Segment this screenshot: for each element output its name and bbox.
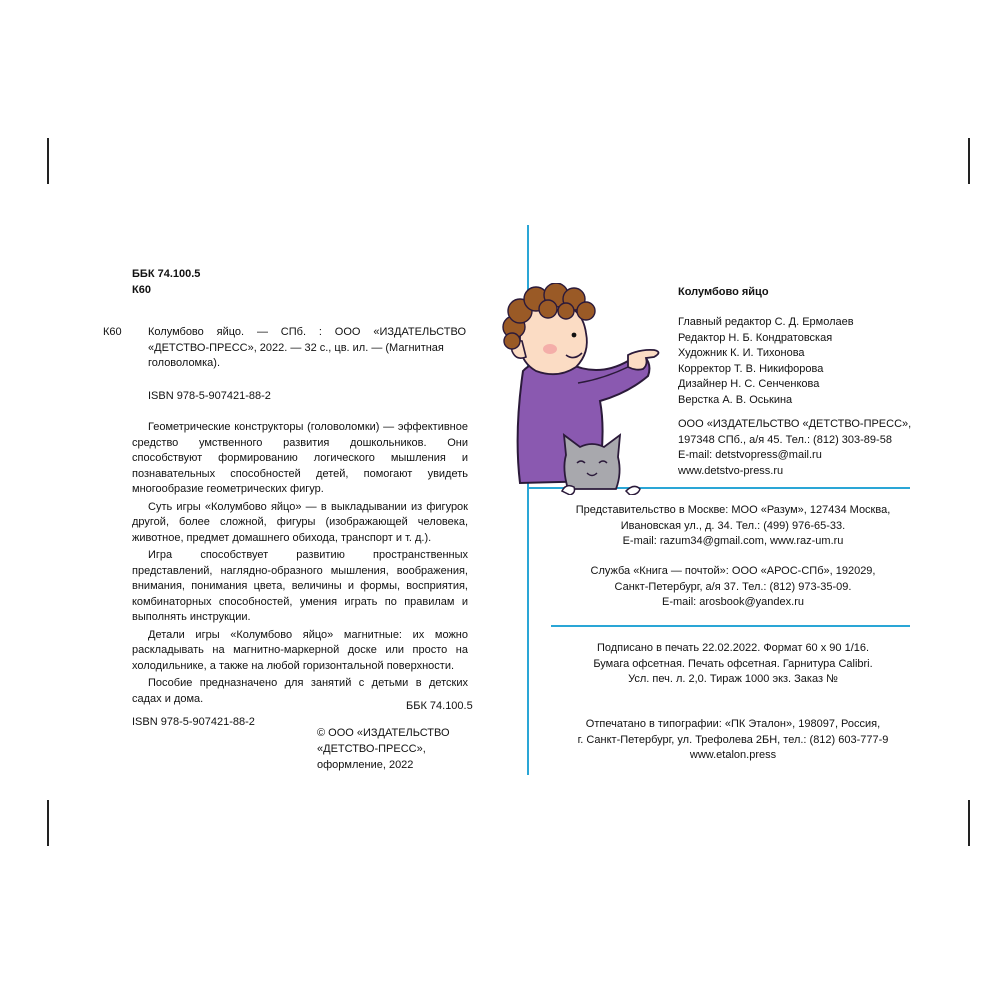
publisher-line: E-mail: detstvopress@mail.ru — [678, 449, 822, 461]
bibliographic-record — [148, 325, 466, 372]
staff-list — [678, 315, 854, 408]
copyright-line: «ДЕТСТВО-ПРЕСС», — [317, 743, 426, 755]
publisher-block — [678, 417, 911, 479]
biblio-line-2: «ДЕТСТВО-ПРЕСС», 2022. — 32 с., цв. ил. — (Магнитная головоломка). — [148, 341, 444, 369]
printing-house-block — [556, 717, 910, 764]
annotation-paragraph: Игра способствует развитию пространственных представлений, наглядно-образного мышления, воображения, внимания, понимания цвета, величины и формы, восприятия, комбинаторных способностей, умения играть по правилам и выполнять инструкции. — [132, 549, 468, 623]
publisher-line: ООО «ИЗДАТЕЛЬСТВО «ДЕТСТВО-ПРЕСС», — [678, 418, 912, 430]
eye-icon — [572, 333, 577, 338]
staff-line: Дизайнер Н. С. Сенченкова — [678, 378, 820, 390]
mail-service-line: Санкт-Петербург, а/я 37. Тел.: (812) 973-35-09. — [614, 580, 852, 593]
copyright-block — [317, 725, 450, 773]
staff-line: Корректор Т. В. Никифорова — [678, 362, 824, 375]
moscow-line: E-mail: razum34@gmail.com, www.raz-um.ru — [622, 535, 844, 547]
divider-rule — [551, 625, 910, 627]
margin-author-code: К60 — [103, 326, 122, 338]
bbk-code-bottom: ББК 74.100.5 — [406, 700, 473, 712]
moscow-line: Представительство в Москве: МОО «Разум», 127434 Москва, — [575, 504, 891, 516]
isbn: ISBN 978-5-907421-88-2 — [148, 390, 271, 402]
copyright-line: оформление, 2022 — [317, 759, 414, 771]
staff-line: Главный редактор С. Д. Ермолаев — [678, 316, 854, 328]
publisher-line: www.detstvo-press.ru — [678, 464, 784, 477]
mail-service-line: E-mail: arosbook@yandex.ru — [661, 596, 804, 608]
printing-line: www.etalon.press — [689, 749, 777, 761]
staff-line: Редактор Н. Б. Кондратовская — [678, 331, 833, 344]
annotation-paragraph: Суть игры «Колумбово яйцо» — в выкладывании из фигурок другой, более сложной, фигуры (изображающей человека, животное, предмет домашнего обихода, транспорт и т. д.). — [132, 500, 468, 544]
annotation-paragraph: Геометрические конструкторы (головоломки) — эффективное средство умственного развития дошкольников. Они способствуют формированию логического мышления и познавательных способностей детей, помогают увидеть многообразие геометрических фигур. — [132, 421, 468, 495]
print-info-line: Бумага офсетная. Печать офсетная. Гарнитура Calibri. — [593, 657, 873, 670]
moscow-line: Ивановская ул., д. 34. Тел.: (499) 976-65-33. — [620, 519, 846, 532]
book-title: Колумбово яйцо — [678, 286, 769, 298]
publisher-line: 197348 СПб., а/я 45. Тел.: (812) 303-89-58 — [678, 433, 892, 446]
bbk-code: ББК 74.100.5 — [132, 268, 201, 280]
annotation-paragraph: Пособие предназначено для занятий с детьми в детских садах и дома. — [132, 677, 468, 705]
mail-service-line: Служба «Книга — почтой»: ООО «АРОС-СПб», 192029, — [590, 565, 876, 577]
crop-mark-right-top — [968, 138, 970, 184]
boy-and-cat-illustration — [478, 283, 678, 495]
annotation-paragraph: Детали игры «Колумбово яйцо» магнитные: их можно раскладывать на магнитно-маркерной доске или просто на холодильнике, а также на любой горизонтальной поверхности. — [132, 628, 468, 672]
staff-line: Художник К. И. Тихонова — [678, 347, 805, 359]
mail-service-block — [556, 564, 910, 611]
print-info-line: Усл. печ. л. 2,0. Тираж 1000 экз. Заказ № — [628, 673, 838, 685]
copyright-line: © ООО «ИЗДАТЕЛЬСТВО — [317, 727, 450, 739]
printing-line: Отпечатано в типографии: «ПК Эталон», 198097, Россия, — [585, 718, 881, 730]
crop-mark-left-top — [47, 138, 49, 184]
cheek-shape — [543, 344, 557, 354]
biblio-line-1: Колумбово яйцо. — СПб. : ООО «ИЗДАТЕЛЬСТВО — [148, 326, 466, 338]
crop-mark-right-bottom — [968, 800, 970, 846]
annotation — [132, 420, 468, 707]
moscow-office-block — [556, 503, 910, 550]
author-code: К60 — [132, 284, 151, 296]
crop-mark-left-bottom — [47, 800, 49, 846]
print-info-block — [556, 641, 910, 688]
isbn-bottom: ISBN 978-5-907421-88-2 — [132, 716, 255, 728]
print-info-line: Подписано в печать 22.02.2022. Формат 60 х 90 1/16. — [596, 642, 870, 654]
staff-line: Верстка А. В. Оськина — [678, 393, 793, 406]
pointing-hand-icon — [628, 350, 659, 370]
printing-line: г. Санкт-Петербург, ул. Трефолева 2БН, тел.: (812) 603-777-9 — [577, 733, 889, 746]
